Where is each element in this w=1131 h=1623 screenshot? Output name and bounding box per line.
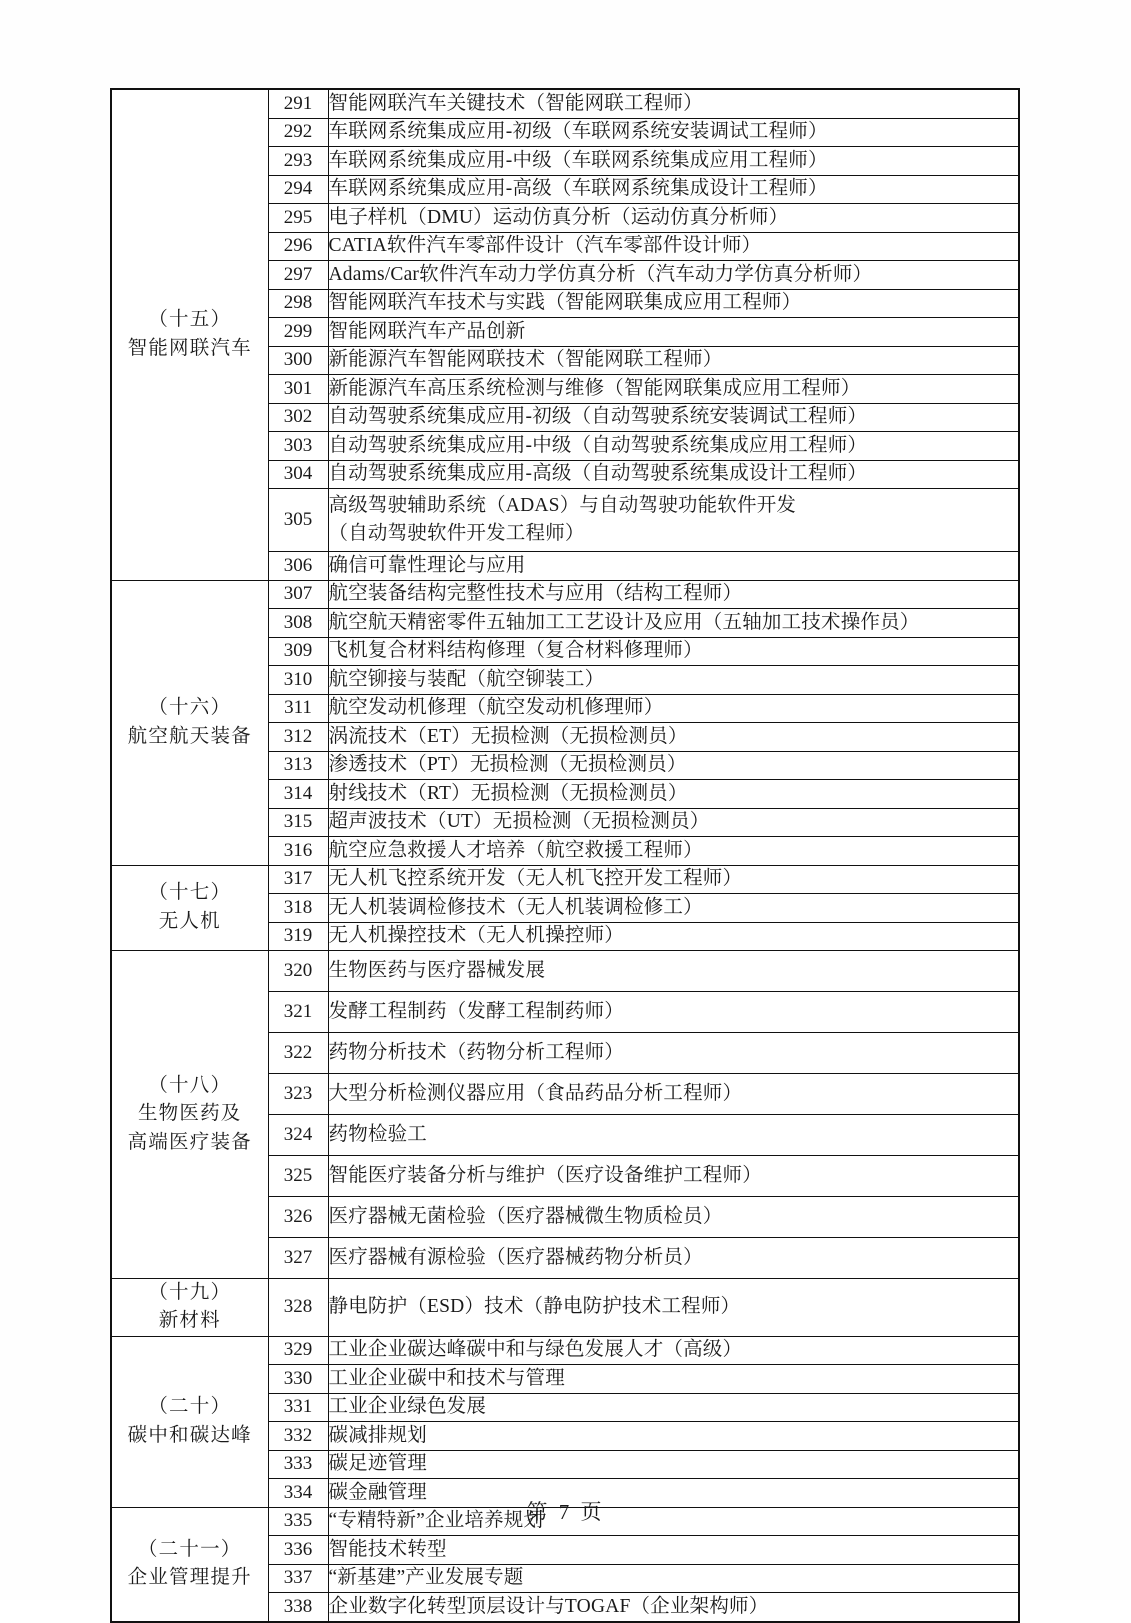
row-number-cell: 298: [268, 289, 328, 318]
program-name-cell: 医疗器械无菌检验（医疗器械微生物质检员）: [328, 1197, 1019, 1238]
program-name-line: 高级驾驶辅助系统（ADAS）与自动驾驶功能软件开发: [328, 495, 797, 517]
program-name-cell: 自动驾驶系统集成应用-中级（自动驾驶系统集成应用工程师）: [328, 432, 1019, 461]
row-number-cell: 314: [268, 780, 328, 809]
program-name-cell: 碳减排规划: [328, 1422, 1019, 1451]
row-number-cell: 336: [268, 1536, 328, 1565]
program-name-cell: 碳金融管理: [328, 1479, 1019, 1508]
program-name-cell: 车联网系统集成应用-初级（车联网系统安装调试工程师）: [328, 118, 1019, 147]
program-name-cell: 生物医药与医疗器械发展: [328, 951, 1019, 992]
category-cell: [111, 1336, 268, 1507]
row-number-cell: 307: [268, 580, 328, 609]
row-number-cell: 309: [268, 637, 328, 666]
program-name-cell: “新基建”产业发展专题: [328, 1564, 1019, 1593]
row-number-cell: 332: [268, 1422, 328, 1451]
row-number-cell: 305: [268, 489, 328, 552]
program-name-cell: 新能源汽车智能网联技术（智能网联工程师）: [328, 346, 1019, 375]
table-row: [111, 1279, 1019, 1337]
row-number-cell: 322: [268, 1033, 328, 1074]
row-number-cell: 329: [268, 1336, 328, 1365]
program-name-cell: 发酵工程制药（发酵工程制药师）: [328, 992, 1019, 1033]
row-number-cell: 320: [268, 951, 328, 992]
program-name-cell: 医疗器械有源检验（医疗器械药物分析员）: [328, 1238, 1019, 1279]
program-name-cell: 航空装备结构完整性技术与应用（结构工程师）: [328, 580, 1019, 609]
row-number-cell: 292: [268, 118, 328, 147]
program-name-cell: 新能源汽车高压系统检测与维修（智能网联集成应用工程师）: [328, 375, 1019, 404]
training-catalog-table-wrapper: [110, 88, 1018, 1623]
row-number-cell: 313: [268, 751, 328, 780]
program-name-cell: 航空应急救援人才培养（航空救援工程师）: [328, 837, 1019, 866]
row-number-cell: 297: [268, 261, 328, 290]
program-name-cell: 无人机操控技术（无人机操控师）: [328, 922, 1019, 951]
category-cell: [111, 89, 268, 580]
row-number-cell: 331: [268, 1393, 328, 1422]
program-name-cell: 工业企业绿色发展: [328, 1393, 1019, 1422]
category-cell: [111, 1279, 268, 1337]
row-number-cell: 294: [268, 175, 328, 204]
program-name-cell: CATIA软件汽车零部件设计（汽车零部件设计师）: [328, 232, 1019, 261]
row-number-cell: 306: [268, 552, 328, 581]
program-name-line: （自动驾驶软件开发工程师）: [328, 523, 585, 544]
program-name-cell: 工业企业碳中和技术与管理: [328, 1365, 1019, 1394]
row-number-cell: 321: [268, 992, 328, 1033]
program-name-cell: 智能网联汽车产品创新: [328, 318, 1019, 347]
program-name-cell: 大型分析检测仪器应用（食品药品分析工程师）: [328, 1074, 1019, 1115]
program-name-cell: 确信可靠性理论与应用: [328, 552, 1019, 581]
row-number-cell: 303: [268, 432, 328, 461]
row-number-cell: 308: [268, 609, 328, 638]
program-name-cell: 静电防护（ESD）技术（静电防护技术工程师）: [328, 1279, 1019, 1337]
row-number-cell: 337: [268, 1564, 328, 1593]
category-label-line: 无人机: [158, 910, 221, 932]
row-number-cell: 328: [268, 1279, 328, 1337]
program-name-cell: 超声波技术（UT）无损检测（无损检测员）: [328, 808, 1019, 837]
row-number-cell: 335: [268, 1507, 328, 1536]
program-name-cell: 射线技术（RT）无损检测（无损检测员）: [328, 780, 1019, 809]
program-name-cell: 药物检验工: [328, 1115, 1019, 1156]
program-name-cell: 电子样机（DMU）运动仿真分析（运动仿真分析师）: [328, 204, 1019, 233]
category-label-line: （二十一）: [137, 1538, 242, 1560]
category-cell: [111, 580, 268, 865]
program-name-cell: 无人机飞控系统开发（无人机飞控开发工程师）: [328, 865, 1019, 894]
row-number-cell: 311: [268, 694, 328, 723]
row-number-cell: 324: [268, 1115, 328, 1156]
table-row: [111, 1336, 1019, 1365]
row-number-cell: 327: [268, 1238, 328, 1279]
row-number-cell: 326: [268, 1197, 328, 1238]
program-name-cell: [328, 489, 1019, 552]
category-label-line: （十七）: [148, 882, 232, 904]
program-name-cell: 工业企业碳达峰碳中和与绿色发展人才（高级）: [328, 1336, 1019, 1365]
category-label-line: 生物医药及: [137, 1103, 242, 1125]
row-number-cell: 299: [268, 318, 328, 347]
category-label-line: 高端医疗装备: [127, 1131, 252, 1153]
table-row: [111, 580, 1019, 609]
program-name-cell: 无人机装调检修技术（无人机装调检修工）: [328, 894, 1019, 923]
row-number-cell: 319: [268, 922, 328, 951]
category-label-line: （二十）: [148, 1396, 232, 1418]
category-label-line: 企业管理提升: [127, 1567, 252, 1589]
program-name-cell: 飞机复合材料结构修理（复合材料修理师）: [328, 637, 1019, 666]
category-label-line: 新材料: [158, 1310, 221, 1332]
table-row: [111, 865, 1019, 894]
row-number-cell: 317: [268, 865, 328, 894]
row-number-cell: 300: [268, 346, 328, 375]
row-number-cell: 304: [268, 460, 328, 489]
table-row: [111, 89, 1019, 118]
category-label-line: （十六）: [148, 697, 232, 719]
table-body: [111, 89, 1019, 1622]
row-number-cell: 334: [268, 1479, 328, 1508]
row-number-cell: 302: [268, 403, 328, 432]
page-footer: 第 7 页: [526, 1500, 605, 1524]
row-number-cell: 295: [268, 204, 328, 233]
row-number-cell: 310: [268, 666, 328, 695]
program-name-cell: 车联网系统集成应用-中级（车联网系统集成应用工程师）: [328, 147, 1019, 176]
program-name-cell: 渗透技术（PT）无损检测（无损检测员）: [328, 751, 1019, 780]
program-name-cell: 碳足迹管理: [328, 1450, 1019, 1479]
category-label-line: 智能网联汽车: [127, 337, 252, 359]
row-number-cell: 312: [268, 723, 328, 752]
training-catalog-table: [110, 88, 1020, 1623]
row-number-cell: 325: [268, 1156, 328, 1197]
category-cell: [111, 951, 268, 1279]
program-name-cell: 航空发动机修理（航空发动机修理师）: [328, 694, 1019, 723]
row-number-cell: 323: [268, 1074, 328, 1115]
program-name-cell: 车联网系统集成应用-高级（车联网系统集成设计工程师）: [328, 175, 1019, 204]
row-number-cell: 338: [268, 1593, 328, 1622]
program-name-cell: 航空铆接与装配（航空铆装工）: [328, 666, 1019, 695]
program-name-cell: 智能网联汽车技术与实践（智能网联集成应用工程师）: [328, 289, 1019, 318]
program-name-cell: 航空航天精密零件五轴加工工艺设计及应用（五轴加工技术操作员）: [328, 609, 1019, 638]
category-label-line: 航空航天装备: [127, 725, 252, 747]
program-name-cell: 智能网联汽车关键技术（智能网联工程师）: [328, 89, 1019, 118]
program-name-cell: 企业数字化转型顶层设计与TOGAF（企业架构师）: [328, 1593, 1019, 1622]
program-name-cell: 智能技术转型: [328, 1536, 1019, 1565]
row-number-cell: 330: [268, 1365, 328, 1394]
category-cell: [111, 865, 268, 951]
category-label-line: 碳中和碳达峰: [127, 1424, 252, 1446]
table-row: [111, 951, 1019, 992]
row-number-cell: 316: [268, 837, 328, 866]
row-number-cell: 291: [268, 89, 328, 118]
row-number-cell: 333: [268, 1450, 328, 1479]
program-name-cell: “专精特新”企业培养规划: [328, 1507, 1019, 1536]
program-name-cell: 自动驾驶系统集成应用-高级（自动驾驶系统集成设计工程师）: [328, 460, 1019, 489]
program-name-cell: Adams/Car软件汽车动力学仿真分析（汽车动力学仿真分析师）: [328, 261, 1019, 290]
row-number-cell: 293: [268, 147, 328, 176]
program-name-cell: 智能医疗装备分析与维护（医疗设备维护工程师）: [328, 1156, 1019, 1197]
program-name-cell: 自动驾驶系统集成应用-初级（自动驾驶系统安装调试工程师）: [328, 403, 1019, 432]
category-label-line: （十九）: [148, 1282, 232, 1303]
category-label-line: （十五）: [148, 309, 232, 331]
row-number-cell: 296: [268, 232, 328, 261]
category-label-line: （十八）: [148, 1075, 232, 1097]
program-name-cell: 药物分析技术（药物分析工程师）: [328, 1033, 1019, 1074]
row-number-cell: 315: [268, 808, 328, 837]
row-number-cell: 318: [268, 894, 328, 923]
program-name-cell: 涡流技术（ET）无损检测（无损检测员）: [328, 723, 1019, 752]
row-number-cell: 301: [268, 375, 328, 404]
